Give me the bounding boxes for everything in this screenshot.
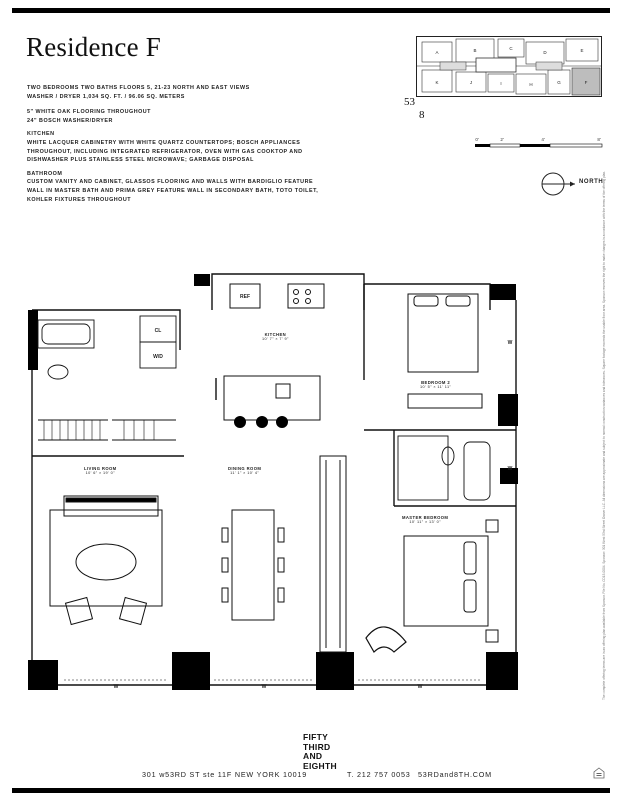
flooring-spec: 5" WHITE OAK FLOORING THROUGHOUT [27, 109, 151, 116]
washer-dryer-label: W/D [153, 354, 163, 360]
top-rule [12, 8, 610, 13]
unit-label: D [543, 50, 547, 55]
street-53: 53 [404, 96, 415, 108]
unit-label: B [473, 48, 477, 53]
unit-label: E [580, 48, 584, 53]
washer-spec: 24" BOSCH WASHER/DRYER [27, 117, 113, 124]
master-bedroom-label: MASTER BEDROOM 10' 11" × 13' 0" [402, 515, 449, 524]
kitchen-line: THROUGHOUT, INCLUDING INTEGRATED REFRIGERATOR, OVEN WITH GAS COOKTOP AND [27, 148, 303, 155]
kitchen-line: WHITE LACQUER CABINETRY WITH WHITE QUARTZ COUNTERTOPS; BOSCH APPLIANCES [27, 139, 301, 146]
bathroom-line: KOHLER FIXTURES THROUGHOUT [27, 196, 132, 203]
specs-line-1: TWO BEDROOMS TWO BATHS FLOORS 5, 21-23 NORTH AND EAST VIEWS [27, 85, 250, 91]
unit-label: A [435, 50, 439, 55]
window-marker: W [417, 684, 423, 690]
scale-tick: 8' [597, 137, 601, 142]
floor-plan [24, 270, 584, 700]
unit-label: J [469, 80, 473, 85]
scale-tick: 0' [475, 137, 479, 142]
scale-tick: 2' [500, 137, 504, 142]
unit-label: K [435, 80, 439, 85]
unit-label: C [509, 46, 513, 51]
bathroom-heading: BATHROOM [27, 170, 63, 177]
scale-bar [473, 134, 605, 150]
north-arrow-icon [539, 170, 579, 198]
unit-label: I [500, 81, 502, 86]
ref-label: REF [240, 294, 250, 300]
living-room-label: LIVING ROOM 10' 6" × 19' 0" [84, 466, 117, 475]
key-plan [416, 36, 602, 98]
scale-tick: 4' [541, 137, 545, 142]
unit-label: G [557, 80, 561, 85]
footer-phone: T. 212 757 0053 [347, 770, 411, 779]
equal-housing-icon [593, 767, 605, 779]
dining-room-label: DINING ROOM 11' 1" × 10' 4" [228, 466, 262, 475]
residence-title: Residence F [26, 32, 161, 62]
footer-address: 301 w53RD ST ste 11F NEW YORK 10019 [142, 770, 308, 779]
avenue-8: 8 [419, 109, 425, 121]
kitchen-label: KITCHEN 10' 7" × 7' 9" [262, 332, 289, 341]
bathroom-line: WALL IN MASTER BATH AND PRIMA GREY FEATURE WALL IN SECONDARY BATH, TOTO TOILET, [27, 187, 319, 194]
unit-label: F [584, 80, 588, 85]
kitchen-heading: KITCHEN [27, 131, 55, 138]
bedroom-2-label: BEDROOM 2 10' 5" × 11' 11" [420, 380, 452, 389]
window-marker: W [113, 684, 119, 690]
kitchen-line: DISHWASHER PLUS STAINLESS STEEL MICROWAVE; GARBAGE DISPOSAL [27, 157, 254, 164]
window-marker: W [261, 684, 267, 690]
specs-block [27, 84, 327, 204]
legal-disclaimer: The complete offering terms are in an offering plan available from Sponsor. File No. CD15-0004. Sponsor: 301 West 53rd Street Owner LLC. All dimensions are approximate and subject to normal construction variances and tolerances. Square footage exceeds the usable floor area. Sponsor reserves the right to make changes in accordance with the terms of the offering plan. [602, 170, 606, 700]
bottom-rule [12, 788, 610, 793]
footer-website[interactable]: 53RDand8TH.COM [418, 770, 492, 779]
closet-label: CL [154, 328, 162, 334]
bathroom-line: CUSTOM VANITY AND CABINET, GLASSOS FLOORING AND WALLS WITH BARDIGLIO FEATURE [27, 179, 314, 186]
window-marker: W [507, 466, 513, 472]
north-label: NORTH [579, 179, 604, 185]
unit-label: H [529, 82, 533, 87]
window-marker: W [507, 340, 513, 346]
building-logo: FIFTY THIRD AND EIGHTH [303, 732, 337, 771]
specs-line-2: WASHER / DRYER 1,034 SQ. FT. / 96.06 SQ. METERS [27, 93, 185, 100]
